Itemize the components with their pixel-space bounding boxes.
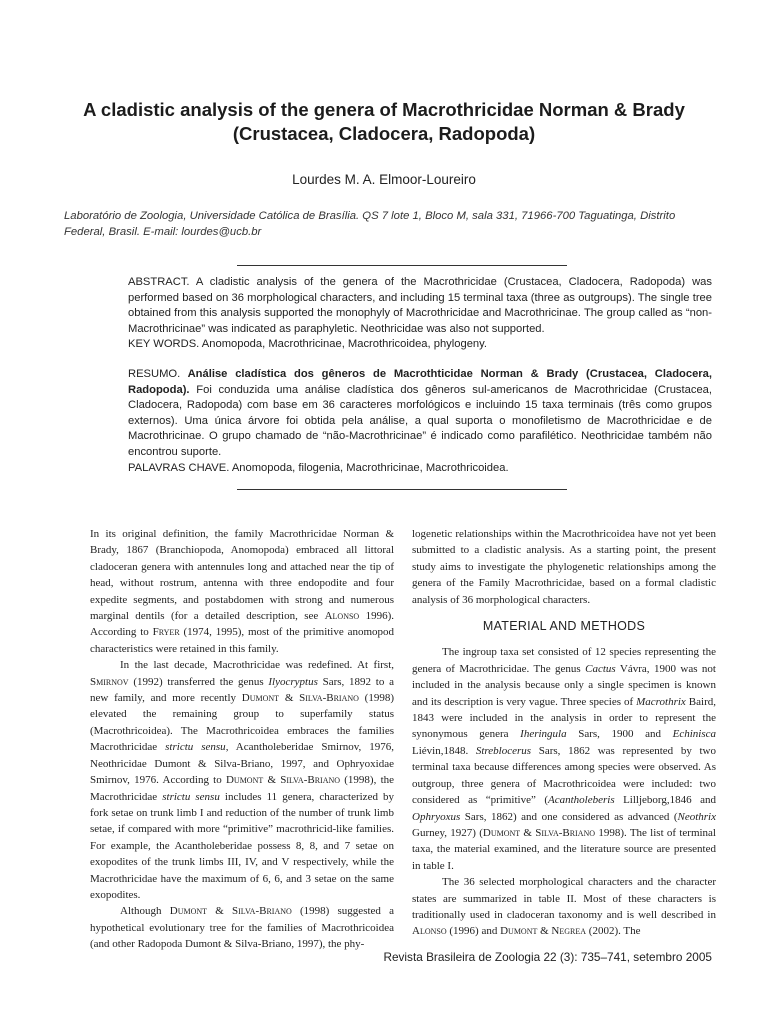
author: Lourdes M. A. Elmoor-Loureiro [292, 172, 476, 187]
affiliation-line1: Laboratório de Zoologia, Universidade Católica de Brasília. QS 7 lote 1, Bloco M, sala 331, 71966-700 Taguatinga, Distrito [64, 210, 676, 222]
intro-paragraph-4: logenetic relationships within the Macrothricoidea have not yet been submitted to a cladistic analysis. As a starting point, the present study aims to investigate the phylogenetic relationships among the genera of the Family Macrothricidae, based on a formal cladistic analysis of 36 morphological characters. [412, 528, 716, 606]
section-heading-methods: MATERIAL AND METHODS [482, 619, 646, 634]
palavras-chave-label: PALAVRAS CHAVE. [128, 461, 230, 474]
methods-paragraph-1: The ingroup taxa set consisted of 12 species representing the genera of Macrothricidae. The genus Cactus Vávra, 1900 was not included in the analysis because only a single specimen is known and its description is very vague. Three species of Macrothrix Baird, 1843 were included in the analysis in order to represent the synonymous genera Iheringula Sars, 1900 and Echinisca Liévin,1848. Streblocerus Sars, 1862 was represented by two terminal taxa because differences among species were observed. As outgroup, three genera of Macrothricoidea were included: two considered as “primitive” (Acantholeberis Lilljeborg,1846 and Ophryoxus Sars, 1862) and one considered as advanced (Neothrix Gurney, 1927) (Dumont & Silva-Briano 1998). The list of terminal taxa, the material examined, and the literature source are presented in table I. [412, 646, 717, 872]
abstract-text: A cladistic analysis of the genera of the Macrothricidae (Crustacea, Cladocera, Radopoda) was performed based on 36 morphological characters, and including 15 terminal taxa (three as outgroups). The single tree obtained from this analysis supported the monophyly of Macrothricidae and Macrothricinae. The group called as “non-Macrothricinae” was indicated as paraphyletic. Neothricidae was also not supported. [128, 276, 712, 335]
keywords-text: Anomopoda, Macrothricinae, Macrothricoidea, phylogeny. [199, 338, 488, 351]
affiliation-line2: Federal, Brasil. E-mail: lourdes@ucb.br [64, 226, 262, 238]
palavras-chave-text: Anomopoda, filogenia, Macrothricinae, Macrothricoidea. [229, 461, 509, 474]
paper-title-line2: (Crustacea, Cladocera, Radopoda) [232, 123, 536, 144]
resumo-label: RESUMO. [128, 367, 181, 380]
paper-title-line1: A cladistic analysis of the genera of Macrothricidae Norman & Brady [83, 99, 685, 120]
left-column [90, 526, 394, 953]
keywords-paragraph [128, 337, 712, 353]
palavras-chave-paragraph [128, 461, 712, 477]
intro-paragraph-2: In the last decade, Macrothricidae was redefined. At first, Smirnov (1992) transferred the genus Ilyocryptus Sars, 1892 to a new family, and more recently Dumont & Silva-Briano (1998) elevated the remaining group to superfamily status (Macrothricoidea). The Macrothricoidea embraces the families Macrothricidae strictu sensu, Acantholeberidae Smirnov, 1976, Neothricidae Dumont & Silva-Briano, 1997, and Ophryoxidae Smirnov, 1976. According to Dumont & Silva-Briano (1998), the Macrothricidae strictu sensu includes 11 genera, characterized by fork setae on trunk limb I and reduction of the number of trunk limb setae, if compared with more “primitive” macrothricid-like families. For example, the Acantholeberidae possess 8, 8, and 7 setae on exopodites of the trunk limbs III, IV, and V respectively, while the Macrothricidae have the maximum of 6, 6, and 3 setae on the same exopodites. [90, 659, 395, 901]
keywords-label: KEY WORDS. [128, 338, 200, 351]
abstract-top-rule [237, 265, 567, 266]
abstract-block [128, 275, 712, 476]
methods-paragraph-2: The 36 selected morphological characters and the character states are summarized in table II. Most of these characters is traditionally used in cladoceran taxonomy and is well described in Alonso (1996) and Dumont & Negrea (2002). The [412, 876, 716, 938]
paper-title [60, 98, 708, 146]
right-column [412, 526, 716, 940]
journal-footer: Revista Brasileira de Zoologia 22 (3): 735–741, setembro 2005 [383, 950, 712, 964]
resumo-text: Foi conduzida uma análise cladística dos gêneros sul-americanos de Macrothricidae (Crustacea, Cladocera, Radopoda) com base em 36 caracteres morfológicos e incluindo 15 taxa terminais (três como grupos externos). Uma única árvore foi obtida pela análise, a qual suporta o monofiletismo de Macrothricidae e de Macrothricinae. O grupo chamado de “não-Macrothricinae” é indicado como parafilético. Neothricidae também não encontrou suporte. [128, 383, 712, 458]
resumo-title: Análise cladística dos gêneros de Macrothticidae Norman & Brady (Crustacea, Cladocera, Radopoda). [128, 367, 712, 396]
intro-paragraph-1: In its original definition, the family Macrothricidae Norman & Brady, 1867 (Branchiopoda, Anomopoda) embraced all littoral cladoceran genera with antennules long and attached near the tip of head, without rostrum, antenna with three endopodite and four expedite segments, and postabdomen with strong and numerous marginal dentils (for a detailed description, see Alonso 1996). According to Fryer (1974, 1995), most of the primitive anomopod characteristics were retained in this family. [90, 528, 395, 655]
abstract-paragraph [128, 275, 712, 337]
abstract-label: ABSTRACT. [128, 276, 190, 288]
intro-paragraph-3: Although Dumont & Silva-Briano (1998) suggested a hypothetical evolutionary tree for the families of Macrothricoidea (and other Radopoda Dumont & Silva-Briano, 1997), the phy- [90, 905, 394, 951]
abstract-bottom-rule [237, 489, 567, 490]
affiliation [64, 208, 714, 240]
resumo-paragraph [128, 367, 712, 461]
